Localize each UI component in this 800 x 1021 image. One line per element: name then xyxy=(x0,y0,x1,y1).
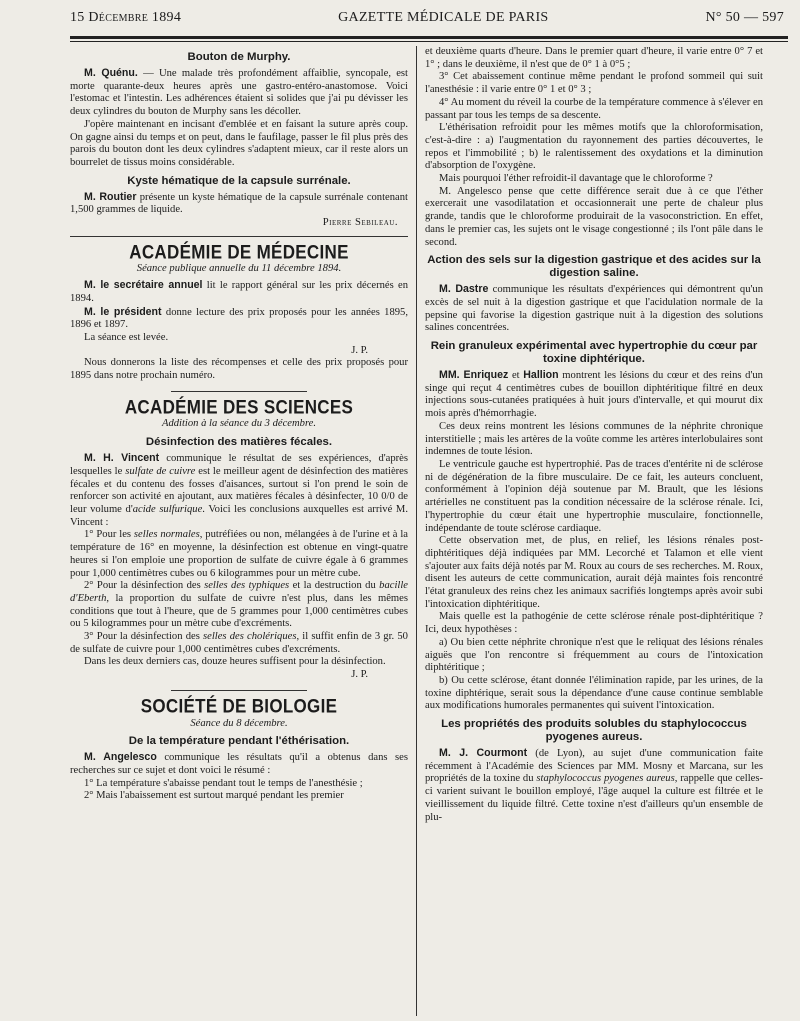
text-italic: acide sulfurique xyxy=(132,503,203,515)
header-page-number: N° 50 — 597 xyxy=(705,10,784,25)
text: 1° Pour les xyxy=(84,529,134,541)
speaker-quenu: M. Quénu. xyxy=(84,67,138,79)
text-italic: sulfate de cuivre xyxy=(125,465,196,477)
columns xyxy=(70,46,788,1016)
list-item: 4° Au moment du réveil la courbe de la température commence à s'élever en passant par tous les temps de sa descente. xyxy=(425,96,763,121)
initials: J. P. xyxy=(351,669,368,681)
text-italic: bacille d'Eberth xyxy=(70,580,408,604)
speaker-president: M. le président xyxy=(84,305,162,318)
speaker-routier: M. Routier xyxy=(84,190,137,203)
text: 3° Pour la désinfection des xyxy=(84,631,203,643)
text-italic: staphylococcus pyogenes aureus xyxy=(536,773,675,785)
section-title-murphy: Bouton de Murphy. xyxy=(187,51,291,63)
text-italic: selles des typhiques xyxy=(204,580,290,592)
text: , la proportion du sulfate de cuivre n'est plus, dans les mêmes conditions que tout à l'heure, que de 5 grammes pour 1,000 centimètres cubes ou 5 kilogrammes pour un mètre cube d'excréments. xyxy=(70,592,408,630)
speaker-secretaire: M. le secrétaire annuel xyxy=(84,279,203,292)
paragraph: présente un kyste hématique de la capsule surrénale contenant 1,500 grammes de liquide. xyxy=(70,191,408,216)
list-item xyxy=(70,580,408,631)
text: est le meilleur agent de désinfection des matières fécales et du contenu des fosses d'aisances, surtout si l'on prend le soin de renforcer son activité en ajoutant, aux matières fécales à désinfecter, 10 0/0 de leur volume d' xyxy=(70,465,408,515)
paragraph: J'opère maintenant en incisant d'emblée et en faisant la suture après coup. On gagne ainsi du temps et on peut, dans le faufilage, passer le fil plus près des parois du bouton dont les deux cylindres s'adaptent mieux, car il reste alors un bourrelet de tissus moins considérable. xyxy=(70,118,408,168)
left-column xyxy=(70,46,417,1016)
speaker-angelesco: M. Angelesco xyxy=(84,751,157,764)
paragraph: Le ventricule gauche est hypertrophié. Pas de traces d'entérite ni de sclérose ni de dégénération de la fibre musculaire. De ce fait, les auteurs concluent, conformément à l'opinion déjà soutenue par M. Brault, que les lésions artérielles ne constituent pas la condition nécessaire de la sclérose rénale. Ici, l'hypertrophie du cœur était une hypertrophie musculaire, fonctionnelle, indépendante de toute sclérose cardiaque. xyxy=(425,458,763,534)
list-item: 2° Mais l'abaissement est surtout marqué pendant les premier xyxy=(84,790,344,802)
text: 2° Pour la désinfection des xyxy=(84,580,205,592)
divider xyxy=(171,690,306,691)
paragraph: Ces deux reins montrent les lésions communes de la néphrite chronique interstitielle ; mais les artères de la voûte comme les artères interlobulaires sont indemnes de toute lésion. xyxy=(425,420,763,458)
text: et xyxy=(508,370,524,382)
header-rule-thin xyxy=(70,41,788,42)
paragraph: Cette observation met, de plus, en relief, les lésions rénales post-diphtéritiques déjà indiquées par MM. Lecorché et Talamon et elle vient s'ajouter aux faits déjà notés par M. Roux au cours de ses recherches. M. Roux, disent les auteurs de cette communication, aurait déjà maintes fois rencontré l'état granuleux des reins chez les animaux sacrifiés longtemps après avoir subi l'intoxication diphtéritique. xyxy=(425,535,763,610)
paragraph: La séance est levée. xyxy=(84,331,169,343)
paragraph: lit le rapport général sur les prix décernés en 1894. xyxy=(70,280,409,304)
text: . Voici les conclusions auxquelles est arrivé M. Vincent : xyxy=(70,503,408,528)
paragraph: Mais pourquoi l'éther refroidit-il davantage que le chloroforme ? xyxy=(439,173,713,185)
paragraph: donne lecture des prix proposés pour les années 1895, 1896 et 1897. xyxy=(70,306,408,331)
paragraph: — Une malade très profondément affaiblie, syncopale, est morte quarante-deux heures après une gastro-entéro-anastomose. Voici l'estomac et l'intestin. Les adhérences étaient si solides que j'ai pu dévisser les deux cylindres du bouton de Murphy sans les décoller. xyxy=(70,68,409,118)
heading-academie-medecine: ACADÉMIE DE MÉDECINE xyxy=(129,241,349,264)
section-title-action-sels: Action des sels sur la digestion gastrique et des acides sur la digestion saline. xyxy=(427,254,761,280)
text-italic: selles des cholériques xyxy=(203,631,297,643)
text-italic: selles normales xyxy=(133,529,200,541)
session-date: Addition à la séance du 3 décembre. xyxy=(161,418,317,430)
paragraph: communique les résultats d'expériences qui démontrent qu'un excès de sel nuit à la digestion gastrique et que l'acidulation normale de la pepsine qui favorise la digestion gastrique nuit à la digestion des solutions salines concentrées. xyxy=(425,284,763,334)
divider xyxy=(171,391,306,392)
paragraph: Nous donnerons la liste des récompenses et celle des prix proposés pour 1895 dans notre prochain numéro. xyxy=(70,357,408,382)
speaker-courmont: M. J. Courmont xyxy=(439,747,528,760)
text: et la destruction du xyxy=(289,580,380,592)
page-header xyxy=(14,10,788,30)
list-item: 1° La température s'abaisse pendant tout le temps de l'anesthésie ; xyxy=(84,777,363,789)
header-date: 15 Décembre 1894 xyxy=(70,10,182,25)
header-journal-title: GAZETTE MÉDICALE DE PARIS xyxy=(338,10,549,25)
section-title-temperature: De la température pendant l'éthérisation. xyxy=(128,735,350,748)
text: (de Lyon), au sujet d'une communication faite récemment à l'Académie des Sciences par MM. Mosny et Marcana, sur les propriétés de la toxine du xyxy=(425,748,763,785)
section-title-kyste: Kyste hématique de la capsule surrénale. xyxy=(127,174,351,187)
list-item: 3° Cet abaissement continue même pendant le profond sommeil qui suit l'anesthésie : il varie entre 0° 1 et 0° 3 ; xyxy=(425,71,763,96)
session-date: Séance du 8 décembre. xyxy=(190,717,288,729)
section-title-rein-granuleux: Rein granuleux expérimental avec hypertrophie du cœur par toxine diphtérique. xyxy=(430,340,758,366)
paragraph: Mais quelle est la pathogénie de cette sclérose rénale post-diphtéritique ? Ici, deux hypothèses : xyxy=(425,611,763,636)
speaker-vincent: M. H. Vincent xyxy=(84,452,160,465)
divider xyxy=(70,236,408,237)
speaker-enriquez: MM. Enriquez xyxy=(439,369,509,382)
right-column xyxy=(417,46,763,1016)
paragraph: montrent les lésions du cœur et des reins d'un singe qui reçut 4 centimètres cubes de bouillon diphtéritique filtré en deux injections sous-cutanées pratiquées à huit jours d'intervalle, et qui mourut dix mois après d'hémorrhagie. xyxy=(425,370,763,420)
initials: J. P. xyxy=(351,344,368,356)
text: communique le résultat de ses expériences, d'après lesquelles le xyxy=(70,453,409,477)
paragraph: communique les résultats qu'il a obtenus dans ses recherches sur ce sujet et dont voici le résumé : xyxy=(70,752,408,776)
list-item xyxy=(70,529,408,580)
paragraph: Dans les deux derniers cas, douze heures suffisent pour la désinfection. xyxy=(84,656,386,668)
text: , il suffit enfin de 3 gr. 50 de sulfate de cuivre pour 1,000 centimètres cubes d'excréments. xyxy=(70,631,408,655)
list-item: b) Ou cette sclérose, étant donnée l'élimination rapide, par les urines, de la toxine diphtérique, serait sous la dépendance d'une cause continue semblable aux modifications humorales permanentes qui suivent l'intoxication. xyxy=(425,674,763,712)
list-item: a) Ou bien cette néphrite chronique n'est que le reliquat des lésions rénales aiguës que l'on rencontre si fréquemment au cours de l'intoxication diphtéritique ; xyxy=(425,636,763,674)
speaker-hallion: Hallion xyxy=(523,369,559,382)
speaker-dastre: M. Dastre xyxy=(439,283,489,296)
heading-societe-biologie: SOCIÉTÉ DE BIOLOGIE xyxy=(140,695,338,718)
text: , putréfiées ou non, mélangées à de l'urine et à la température de 16° en moyenne, la désinfection est obtenue en vingt-quatre heures si l'on emploie une proportion de sulfate de cuivre égale à 6 grammes pour 1,000 centimètres cubes ou 6 kilogrammes pour un mètre cube. xyxy=(70,529,408,579)
section-title-desinfection: Désinfection des matières fécales. xyxy=(145,436,333,449)
heading-academie-sciences: ACADÉMIE DES SCIENCES xyxy=(124,396,354,419)
paragraph: L'éthérisation refroidit pour les mêmes motifs que la chloroformisation, c'est-à-dire : a) l'augmentation du rayonnement des parties découvertes, le repos et l'immobilité ; b) le ralentissement des oxydations et la diminution d'absorption de l'oxygène. xyxy=(425,122,763,172)
header-rule-thick xyxy=(70,36,788,39)
session-date: Séance publique annuelle du 11 décembre 1894. xyxy=(136,263,342,275)
signature: Pierre Sebileau. xyxy=(322,217,398,229)
paragraph: et deuxième quarts d'heure. Dans le premier quart d'heure, il varie entre 0° 7 et 1° ; dans le deuxième, il n'est que de 0° 1 à 0°5 ; xyxy=(425,46,763,70)
section-title-staphylococcus: Les propriétés des produits solubles du staphylococcus pyogenes aureus. xyxy=(441,718,747,744)
list-item xyxy=(70,631,408,656)
paragraph: M. Angelesco pense que cette différence serait due à ce que l'éther exercerait une vasodilatation et occasionnerait une perte de chaleur plus grande, tandis que le chloroforme produirait de la vasoconstriction. En effet, dans le premier cas, les sujets ont le visage congestionné ; ils l'ont pâle dans le second. xyxy=(425,185,763,248)
text: , rappelle que celles-ci varient suivant le bouillon employé, l'âge auquel la culture est filtrée et le vieillissement du liquide filtré. Cette toxine n'est d'ailleurs qu'un ensemble de plu- xyxy=(425,773,763,823)
